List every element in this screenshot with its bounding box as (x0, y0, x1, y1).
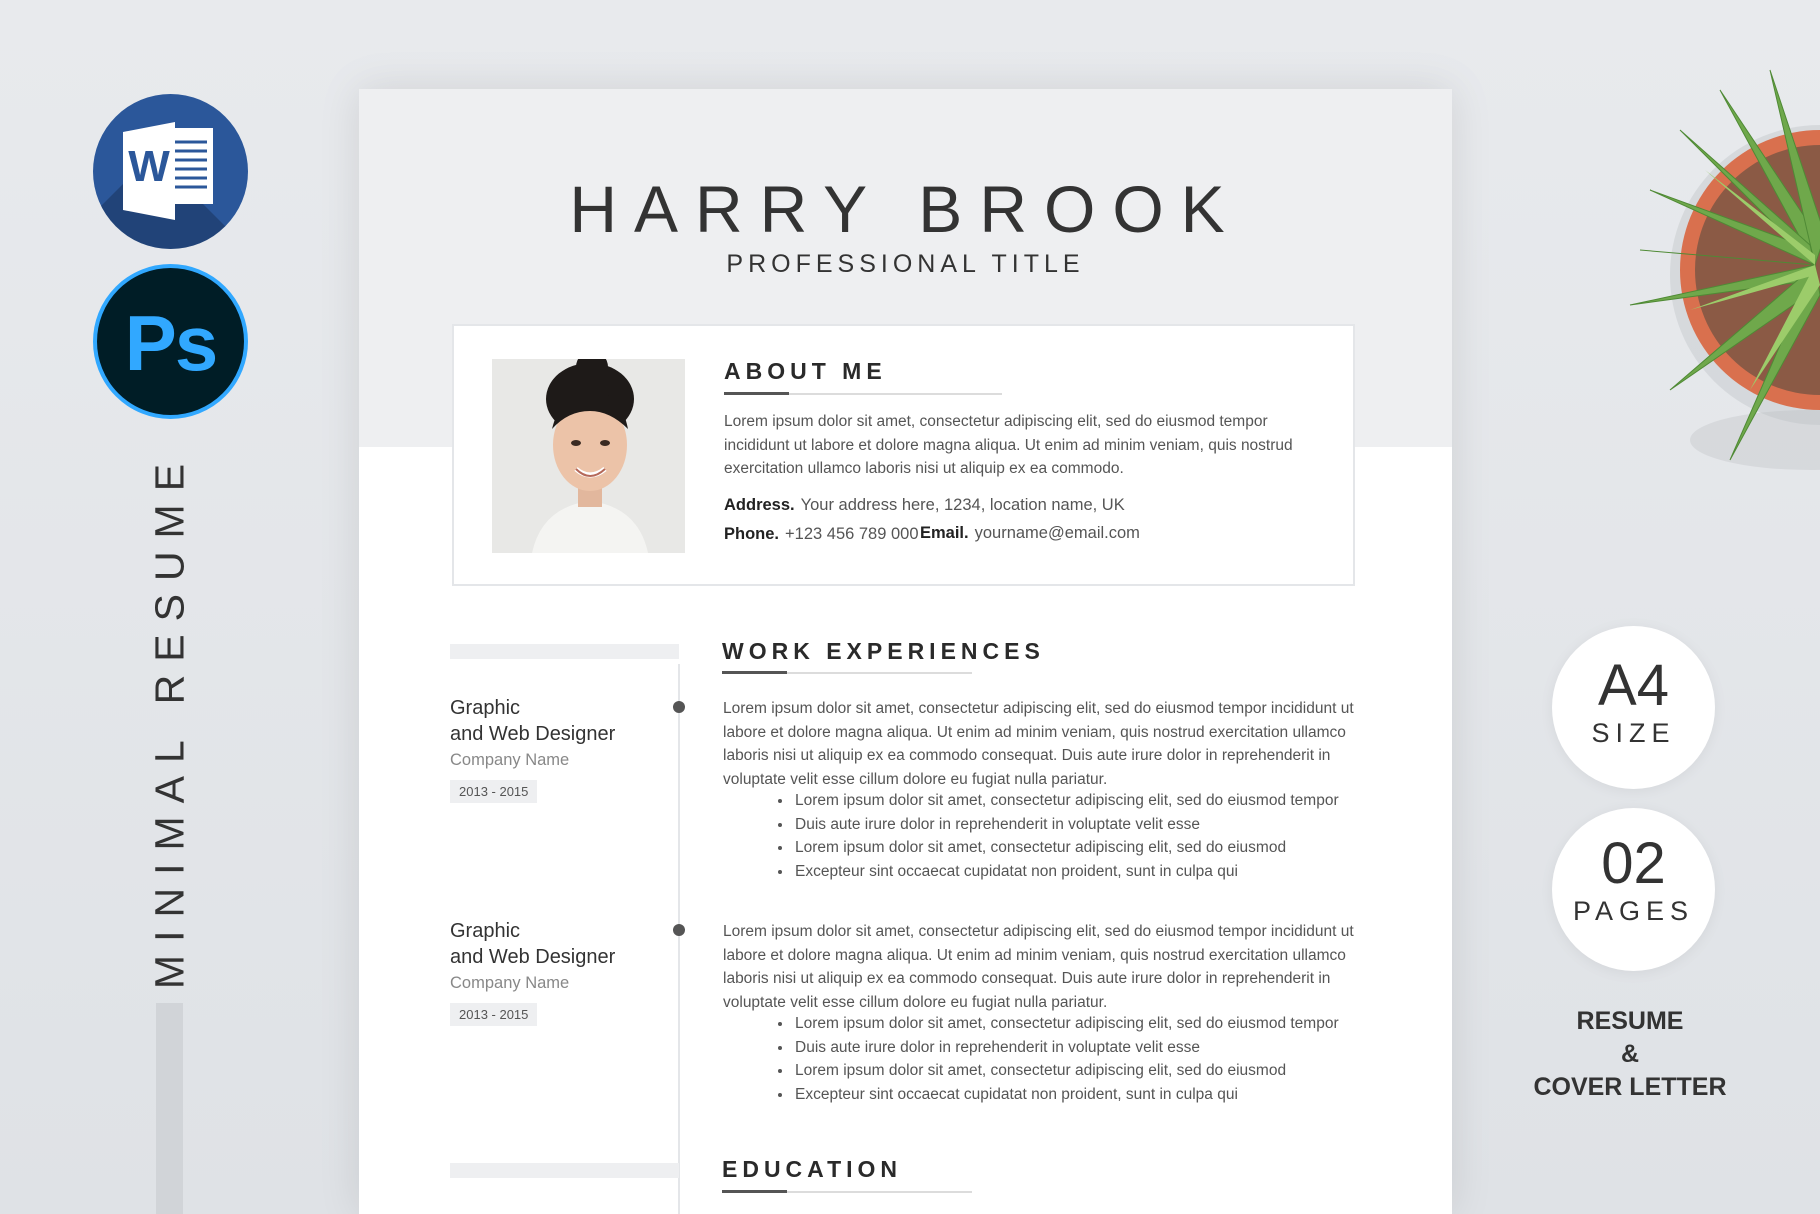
job-bullet: • Duis aute irure dolor in reprehenderit in voluptate velit esse (793, 1036, 1339, 1060)
work-heading-underline (722, 672, 972, 674)
professional-title: PROFESSIONAL TITLE (726, 250, 1085, 278)
job-title-line1: Graphic (450, 920, 521, 942)
job-bullet: • Duis aute irure dolor in reprehenderit in voluptate velit esse (793, 813, 1339, 837)
ampersand-label: & (1620, 1040, 1640, 1068)
about-heading-underline (724, 393, 1002, 395)
size-badge-value: A4 (1598, 653, 1669, 718)
job-bullet: • Lorem ipsum dolor sit amet, consectetur adipiscing elit, sed do eiusmod tempor (793, 789, 1339, 813)
timeline-dot (673, 701, 685, 713)
plant-decoration (1610, 60, 1820, 480)
job-title-line2: and Web Designer (450, 946, 616, 968)
job-bullet: • Lorem ipsum dolor sit amet, consectetur adipiscing elit, sed do eiusmod (793, 836, 1339, 860)
profile-photo (492, 359, 685, 553)
profile-photo-illustration (492, 359, 685, 553)
photoshop-icon-text: Ps (124, 299, 217, 387)
education-left-strip (450, 1163, 679, 1178)
vertical-title-label: MINIMAL RESUME (146, 450, 193, 990)
date-badge: 2013 - 2015 (450, 780, 537, 803)
about-card (452, 324, 1355, 586)
job-bullet-list (773, 789, 1339, 883)
education-heading: EDUCATION (722, 1156, 903, 1182)
address-line (724, 496, 1125, 515)
vertical-accent-bar (156, 1003, 183, 1214)
size-badge-label: SIZE (1591, 718, 1676, 748)
date-badge: 2013 - 2015 (450, 1003, 537, 1026)
photoshop-icon (93, 264, 248, 419)
resume-label: RESUME (1576, 1007, 1684, 1035)
job-description: Lorem ipsum dolor sit amet, consectetur adipiscing elit, sed do eiusmod tempor incididunt ut labore et dolore magna aliqua. Ut enim ad minim veniam, quis nostrud exercitation ullamco laboris nisi ut aliquip ex ea commodo consequat. Duis aute irure dolor in reprehenderit in voluptate velit esse cillum dolore eu fugiat nulla pariatur. (723, 923, 1354, 1011)
about-heading: ABOUT ME (724, 358, 887, 384)
size-badge (1552, 626, 1715, 789)
job-title-line2: and Web Designer (450, 723, 616, 745)
timeline-line (678, 664, 680, 1214)
company-name: Company Name (450, 751, 570, 769)
job-description: Lorem ipsum dolor sit amet, consectetur adipiscing elit, sed do eiusmod tempor incididunt ut labore et dolore magna aliqua. Ut enim ad minim veniam, quis nostrud exercitation ullamco laboris nisi ut aliquip ex ea commodo consequat. Duis aute irure dolor in reprehenderit in voluptate velit esse cillum dolore eu fugiat nulla pariatur. (723, 700, 1354, 788)
email-label: Email. (920, 524, 969, 542)
work-left-strip (450, 644, 679, 659)
resume-page (359, 89, 1452, 1214)
word-icon-letter: W (128, 142, 170, 191)
company-name: Company Name (450, 974, 570, 992)
phone-value: +123 456 789 000 (785, 525, 919, 543)
pages-badge-value: 02 (1601, 831, 1666, 896)
about-text: Lorem ipsum dolor sit amet, consectetur adipiscing elit, sed do eiusmod tempor incididunt ut labore et dolore magna aliqua. Ut enim ad minim veniam, quis nostrud exercitation ullamco laboris nisi ut aliquip ex ea commodo. (724, 413, 1293, 477)
timeline-dot (673, 924, 685, 936)
job-title (450, 918, 670, 970)
phone-label: Phone. (724, 525, 780, 543)
email-line (920, 524, 1140, 543)
education-heading-underline (722, 1191, 972, 1193)
job-bullet: • Excepteur sint occaecat cupidatat non proident, sunt in culpa qui (793, 860, 1339, 884)
pages-badge-label: PAGES (1572, 896, 1695, 926)
resume-name: HARRY BROOK (569, 172, 1242, 246)
word-icon (93, 94, 248, 249)
work-heading: WORK EXPERIENCES (722, 638, 1045, 664)
job-title-line1: Graphic (450, 697, 521, 719)
job-bullet: • Excepteur sint occaecat cupidatat non proident, sunt in culpa qui (793, 1083, 1339, 1107)
job-bullet: • Lorem ipsum dolor sit amet, consectetur adipiscing elit, sed do eiusmod (793, 1059, 1339, 1083)
cover-letter-label: COVER LETTER (1533, 1073, 1727, 1101)
pages-badge (1552, 808, 1715, 971)
phone-line (724, 525, 919, 544)
job-bullet-list (773, 1012, 1339, 1106)
email-value: yourname@email.com (974, 524, 1140, 542)
address-label: Address. (724, 496, 795, 514)
address-value: Your address here, 1234, location name, UK (800, 496, 1125, 514)
job-bullet: • Lorem ipsum dolor sit amet, consectetur adipiscing elit, sed do eiusmod tempor (793, 1012, 1339, 1036)
job-title (450, 695, 670, 747)
